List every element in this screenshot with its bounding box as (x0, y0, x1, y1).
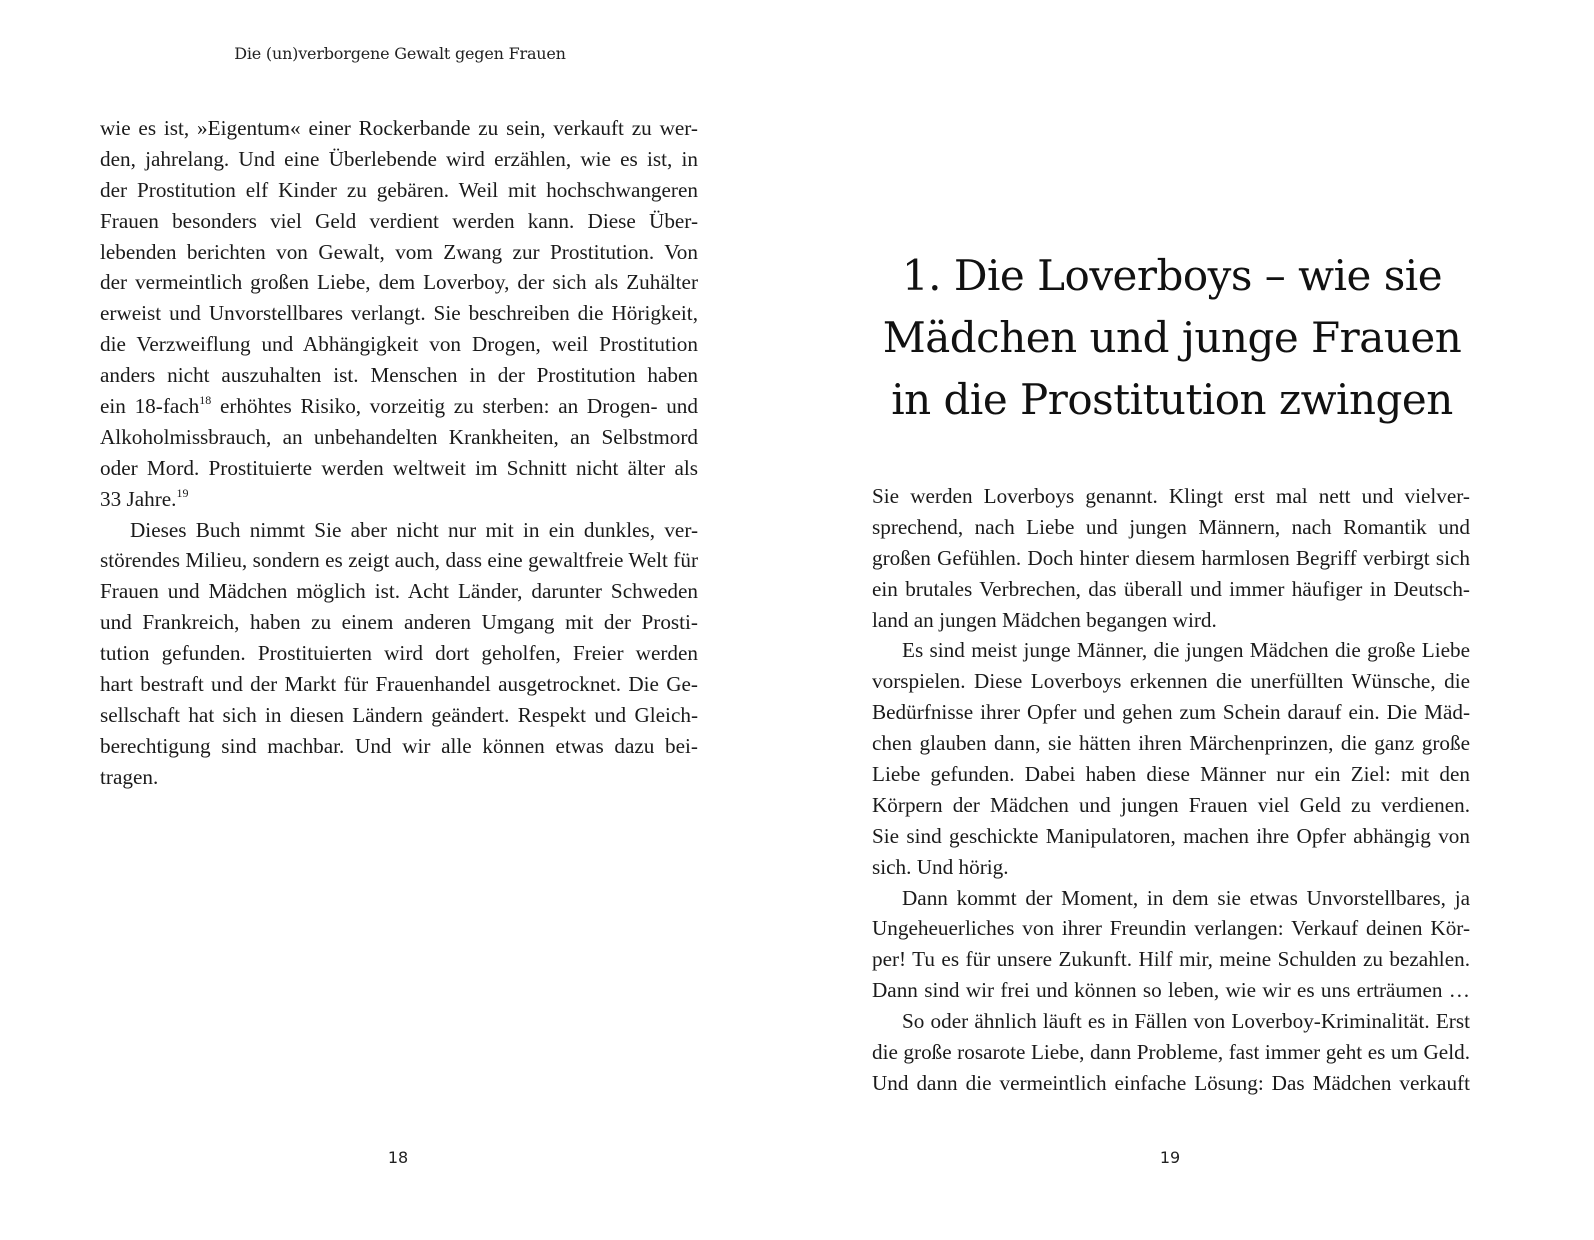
footnote-marker[interactable]: 18 (199, 393, 212, 408)
text-line: per! Tu es für unsere Zukunft. Hilf mir, meine Schulden zu bezahlen. (872, 947, 1470, 972)
text-line: So oder ähnlich läuft es in Fällen von Loverboy-Kriminalität. Erst (902, 1009, 1470, 1034)
text-segment: erhöhtes Risiko, vorzeitig zu sterben: an Drogen- und (211, 394, 698, 419)
text-line: den, jahrelang. Und eine Überlebende wird erzählen, wie es ist, in (100, 146, 698, 171)
text-line: tragen. (100, 764, 159, 789)
text-line: oder Mord. Prostituierte werden weltweit im Schnitt nicht älter als (100, 455, 698, 480)
text-line: die Verzweiflung und Abhängigkeit von Drogen, weil Prostitution (100, 332, 698, 357)
text-line: land an jungen Mädchen begangen wird. (872, 607, 1217, 632)
text-line: Es sind meist junge Männer, die jungen Mädchen die große Liebe (902, 638, 1470, 663)
text-line: die große rosarote Liebe, dann Probleme, fast immer geht es um Geld. (872, 1040, 1470, 1065)
text-line-with-footnote (100, 391, 698, 422)
right-page-body (872, 481, 1470, 1099)
text-line: vorspielen. Diese Loverboys erkennen die unerfüllten Wünsche, die (872, 669, 1470, 694)
text-line: der Prostitution elf Kinder zu gebären. Weil mit hochschwangeren (100, 177, 698, 202)
left-page-body (100, 113, 698, 793)
text-line: störendes Milieu, sondern es zeigt auch, dass eine gewaltfreie Welt für (100, 548, 698, 573)
text-line: Sie werden Loverboys genannt. Klingt erst mal nett und vielver- (872, 484, 1470, 508)
text-line: der vermeintlich großen Liebe, dem Loverboy, der sich als Zuhälter (100, 270, 698, 295)
text-line: Frauen besonders viel Geld verdient werden kann. Diese Über- (100, 208, 698, 233)
text-line: Dieses Buch nimmt Sie aber nicht nur mit in ein dunkles, ver- (130, 517, 698, 542)
text-line: hart bestraft und der Markt für Frauenhandel ausgetrocknet. Die Ge- (100, 672, 698, 697)
text-line: Dann kommt der Moment, in dem sie etwas Unvorstellbares, ja (902, 885, 1470, 910)
text-line: Körpern der Mädchen und jungen Frauen viel Geld zu verdienen. (872, 792, 1470, 817)
text-line: Alkoholmissbrauch, an unbehandelten Krankheiten, an Selbstmord (100, 424, 698, 449)
text-line-with-footnote (100, 484, 698, 515)
text-line: lebenden berichten von Gewalt, vom Zwang zur Prostitution. Von (100, 239, 698, 264)
text-line: Sie sind geschickte Manipulatoren, machen ihre Opfer abhängig von (872, 823, 1470, 848)
text-line: wie es ist, »Eigentum« einer Rockerbande zu sein, verkauft zu wer- (100, 116, 698, 140)
chapter-title-line: 1. Die Loverboys – wie sie (901, 251, 1443, 300)
text-line: Und dann die vermeintlich einfache Lösung: Das Mädchen verkauft (872, 1070, 1470, 1095)
text-line: sprechend, nach Liebe und jungen Männern, nach Romantik und (872, 514, 1470, 539)
text-line: und Frankreich, haben zu einem anderen Umgang mit der Prosti- (100, 610, 698, 635)
text-line: Frauen und Mädchen möglich ist. Acht Länder, darunter Schweden (100, 579, 698, 604)
text-segment: 33 Jahre. (100, 486, 177, 511)
right-page (797, 0, 1594, 1240)
text-line: Ungeheuerliches von ihrer Freundin verlangen: Verkauf deinen Kör- (872, 916, 1470, 941)
text-segment: ein 18-fach (100, 394, 200, 419)
running-head: Die (un)verborgene Gewalt gegen Frauen (234, 44, 566, 63)
text-line: sellschaft hat sich in diesen Ländern geändert. Respekt und Gleich- (100, 702, 698, 727)
text-line: anders nicht auszuhalten ist. Menschen in der Prostitution haben (100, 363, 698, 388)
text-line: Bedürfnisse ihrer Opfer und gehen zum Schein darauf ein. Die Mäd- (872, 700, 1470, 725)
footnote-marker[interactable]: 19 (176, 485, 189, 500)
text-line: großen Gefühlen. Doch hinter diesem harmlosen Begriff verbirgt sich (872, 545, 1470, 570)
text-line: tution gefunden. Prostituierten wird dort geholfen, Freier werden (100, 641, 698, 666)
text-line: sich. Und hörig. (872, 854, 1009, 879)
text-line: Dann sind wir frei und können so leben, wie wir es uns erträumen … (872, 978, 1470, 1003)
chapter-title-line: in die Prostitution zwingen (891, 375, 1453, 424)
text-line: berechtigung sind machbar. Und wir alle können etwas dazu bei- (100, 733, 698, 758)
page-number: 18 (387, 1148, 409, 1167)
text-line: chen glauben dann, sie hätten ihren Märchenprinzen, die ganz große (872, 731, 1470, 756)
text-line: ein brutales Verbrechen, das überall und immer häufiger in Deutsch- (872, 576, 1470, 601)
page-number: 19 (1159, 1148, 1181, 1167)
text-line: Liebe gefunden. Dabei haben diese Männer nur ein Ziel: mit den (872, 762, 1470, 787)
chapter-title (837, 245, 1507, 431)
chapter-title-line: Mädchen und junge Frauen (882, 313, 1462, 362)
text-line: erweist und Unvorstellbares verlangt. Sie beschreiben die Hörigkeit, (100, 301, 698, 326)
